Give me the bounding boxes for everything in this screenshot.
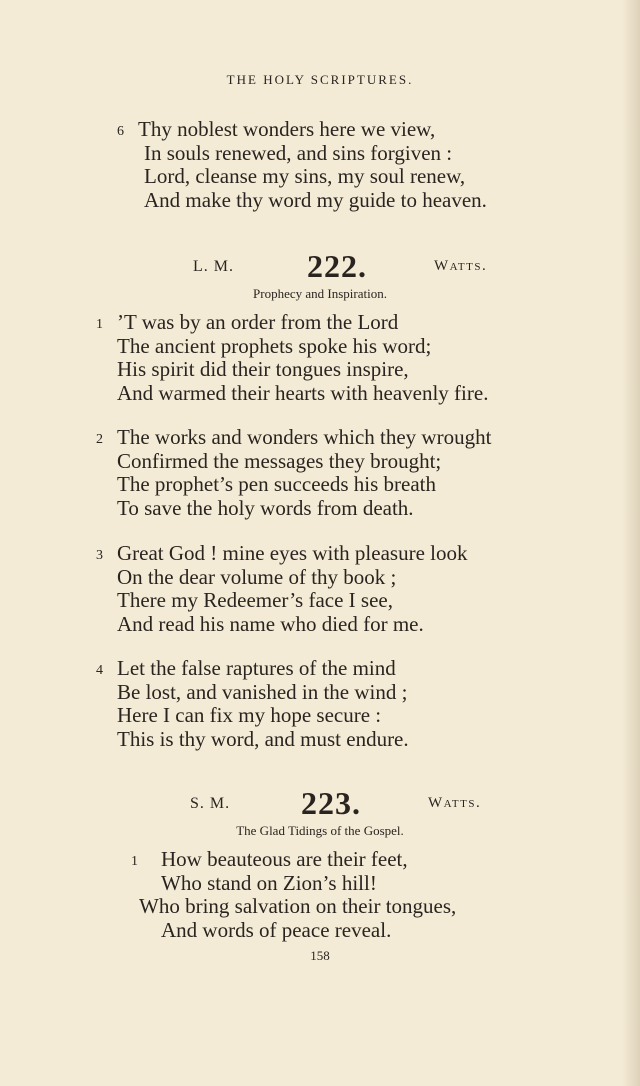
verse-number: 3 [96, 548, 103, 563]
verse-line: And read his name who died for me. [117, 611, 424, 636]
verse-line: And words of peace reveal. [161, 917, 392, 942]
hymn-number: 222. [307, 248, 367, 284]
verse-line: Lord, cleanse my sins, my soul renew, [144, 164, 466, 188]
verse-line: Great God ! mine eyes with pleasure look [117, 541, 468, 565]
verse-line: His spirit did their tongues inspire, [117, 357, 409, 381]
hymn-author: Watts. [434, 258, 488, 274]
verse-line: Who stand on Zion’s hill! [161, 870, 377, 895]
hymn-subtitle: The Glad Tidings of the Gospel. [236, 823, 404, 838]
running-head: THE HOLY SCRIPTURES. [226, 72, 414, 87]
hymn-author: Watts. [428, 795, 482, 811]
verse-line: And make thy word my guide to heaven. [144, 187, 487, 212]
hymn-223-header [0, 785, 640, 819]
stanza-222-4 [117, 657, 409, 751]
verse-number: 4 [96, 663, 103, 678]
verse-line: This is thy word, and must endure. [117, 726, 409, 751]
verse-line: The works and wonders which they wrought [117, 425, 492, 449]
verse-line: The ancient prophets spoke his word; [117, 333, 432, 358]
verse-line: And warmed their hearts with heavenly fire. [117, 380, 489, 405]
verse-line: Confirmed the messages they brought; [117, 448, 442, 473]
verse-line: Be lost, and vanished in the wind ; [117, 679, 408, 704]
hymn-number: 223. [301, 785, 361, 821]
hymn-meter: L. M. [193, 258, 234, 275]
page-number: 158 [310, 948, 330, 963]
verse-line: On the dear volume of thy book ; [117, 564, 397, 589]
page-edge-shadow [622, 0, 640, 1086]
verse-line: There my Redeemer’s face I see, [117, 588, 393, 612]
stanza-222-2 [117, 426, 491, 520]
hymn-meter: S. M. [190, 795, 231, 812]
verse-number: 6 [117, 124, 124, 139]
stanza-222-3 [117, 542, 467, 636]
verse-line: The prophet’s pen succeeds his breath [117, 472, 436, 496]
verse-number: 1 [96, 317, 103, 332]
hymn-subtitle: Prophecy and Inspiration. [253, 286, 387, 301]
stanza-prev-6 [138, 118, 487, 212]
verse-line: To save the holy words from death. [117, 495, 414, 520]
verse-line: Thy noblest wonders here we view, [138, 117, 436, 141]
verse-line: ’T was by an order from the Lord [117, 310, 399, 334]
verse-number: 1 [131, 854, 138, 869]
verse-line: Let the false raptures of the mind [117, 656, 396, 680]
verse-line: Who bring salvation on their tongues, [139, 894, 457, 918]
verse-number: 2 [96, 432, 103, 447]
hymn-222-header [0, 248, 640, 282]
verse-line: How beauteous are their feet, [161, 847, 408, 871]
verse-line: Here I can fix my hope secure : [117, 703, 382, 727]
stanza-223-1 [139, 848, 456, 942]
stanza-222-1 [117, 311, 488, 405]
verse-line: In souls renewed, and sins forgiven : [144, 140, 453, 165]
